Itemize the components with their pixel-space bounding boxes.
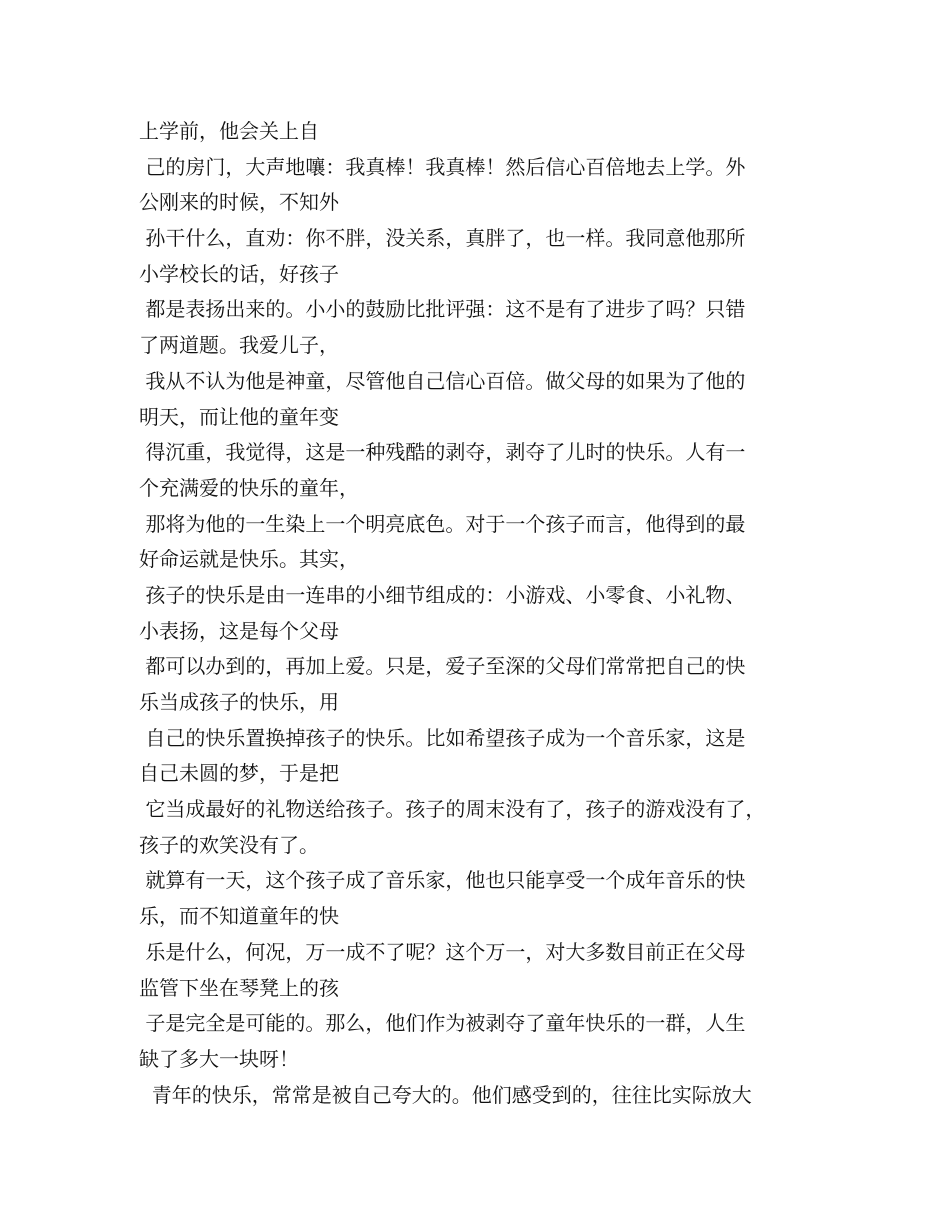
- text-line: 它当成最好的礼物送给孩子。孩子的周末没有了，孩子的游戏没有了，: [139, 797, 766, 822]
- text-line: 孩子的快乐是由一连串的小细节组成的：小游戏、小零食、小礼物、: [139, 582, 746, 607]
- text-line: 明天，而让他的童年变: [139, 404, 339, 429]
- text-line: 自己未圆的梦，于是把: [139, 761, 339, 786]
- text-line: 孩子的欢笑没有了。: [139, 832, 319, 857]
- text-line: 得沉重，我觉得，这是一种残酷的剥夺，剥夺了儿时的快乐。人有一: [139, 440, 746, 465]
- text-line: 缺了多大一块呀！: [139, 1046, 299, 1071]
- text-line: 我从不认为他是神童，尽管他自己信心百倍。做父母的如果为了他的: [139, 368, 746, 393]
- text-line: 乐当成孩子的快乐，用: [139, 690, 339, 714]
- text-line: 孙干什么，直劝：你不胖，没关系，真胖了，也一样。我同意他那所: [139, 226, 746, 251]
- text-line: 好命运就是快乐。其实，: [139, 547, 359, 572]
- text-line: 都是表扬出来的。小小的鼓励比批评强：这不是有了进步了吗？只错: [139, 297, 746, 322]
- text-line: 小学校长的话，好孩子: [139, 261, 339, 286]
- text-line: 就算有一天，这个孩子成了音乐家，他也只能享受一个成年音乐的快: [139, 868, 746, 893]
- body-text: [139, 114, 829, 1113]
- text-line: 上学前，他会关上自: [139, 119, 319, 143]
- text-line: 公刚来的时候，不知外: [139, 190, 339, 215]
- text-line: 青年的快乐，常常是被自己夸大的。他们感受到的，往往比实际放大: [139, 1082, 752, 1107]
- text-line: 了两道题。我爱儿子，: [139, 333, 339, 358]
- text-line: 己的房门，大声地嚷：我真棒！我真棒！然后信心百倍地去上学。外: [139, 154, 746, 179]
- text-line: 小表扬，这是每个父母: [139, 618, 339, 643]
- text-line: 自己的快乐置换掉孩子的快乐。比如希望孩子成为一个音乐家，这是: [139, 725, 746, 750]
- text-line: 监管下坐在琴凳上的孩: [139, 975, 339, 1000]
- text-line: 那将为他的一生染上一个明亮底色。对于一个孩子而言，他得到的最: [139, 511, 746, 536]
- text-line: 乐，而不知道童年的快: [139, 904, 339, 929]
- text-line: 个充满爱的快乐的童年，: [139, 475, 359, 500]
- text-line: 子是完全是可能的。那么，他们作为被剥夺了童年快乐的一群，人生: [139, 1011, 746, 1036]
- text-line: 都可以办到的，再加上爱。只是，爱子至深的父母们常常把自己的快: [139, 654, 746, 679]
- text-line: 乐是什么，何况，万一成不了呢？这个万一，对大多数目前正在父母: [139, 939, 746, 964]
